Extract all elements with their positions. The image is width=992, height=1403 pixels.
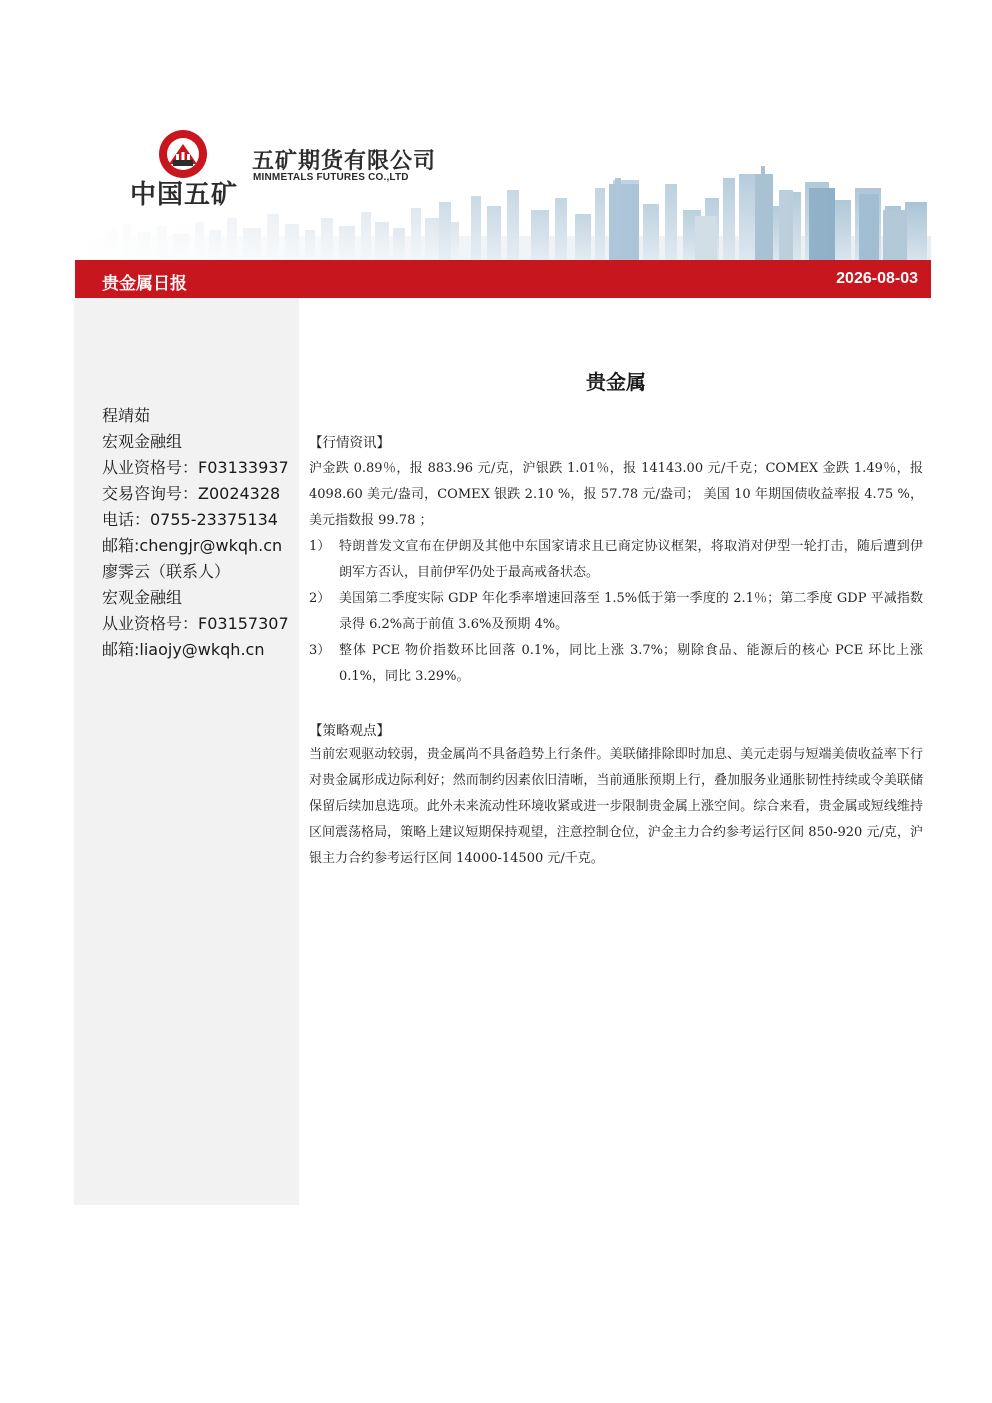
company-name-cn: 五矿期货有限公司 bbox=[252, 149, 437, 174]
document-title: 贵金属 bbox=[586, 370, 646, 394]
news-item-number: 3） bbox=[309, 643, 331, 658]
news-item bbox=[309, 586, 923, 638]
company-name-en: MINMETALS FUTURES CO.,LTD bbox=[253, 172, 409, 183]
report-date: 2026-08-03 bbox=[836, 270, 918, 287]
news-item-number: 1） bbox=[309, 539, 331, 554]
news-item-text: 整体 PCE 物价指数环比回落 0.1%，同比上涨 3.7%；剔除食品、能源后的核心 PCE 环比上涨 0.1%，同比 3.29%。 bbox=[339, 643, 923, 684]
author-group: 宏观金融组 bbox=[102, 432, 183, 451]
author-email: 邮箱:liaojy@wkqh.cn bbox=[102, 640, 265, 659]
report-name: 贵金属日报 bbox=[102, 274, 187, 294]
market-summary: 沪金跌 0.89％，报 883.96 元/克，沪银跌 1.01％，报 14143.00 元/千克；COMEX 金跌 1.49％，报 4098.60 美元/盎司，COMEX 银跌 2.10 %，报 57.78 元/盎司； 美国 10 年期国债收益率报 4.75 %，美元指数报 99.78 ； bbox=[309, 461, 923, 528]
brand-cn: 中国五矿 bbox=[130, 180, 239, 210]
author-email: 邮箱:chengjr@wkqh.cn bbox=[102, 536, 283, 555]
author-consult-number: 交易咨询号：Z0024328 bbox=[102, 484, 281, 503]
author-phone: 电话：0755-23375134 bbox=[102, 510, 278, 529]
strategy-text: 当前宏观驱动较弱，贵金属尚不具备趋势上行条件。美联储排除即时加息、美元走弱与短端美债收益率下行对贵金属形成边际利好；然而制约因素依旧清晰，当前通胀预期上行，叠加服务业通胀韧性持续或令美联储保留后续加息选项。此外未来流动性环境收紧或进一步限制贵金属上涨空间。综合来看，贵金属或短线维持区间震荡格局，策略上建议短期保持观望，注意控制仓位，沪金主力合约参考运行区间 850-920 元/克，沪银主力合约参考运行区间 14000-14500 元/千克。 bbox=[309, 747, 923, 866]
market-section-heading: 【行情资讯】 bbox=[309, 435, 390, 451]
author-name: 程靖茹 bbox=[102, 406, 151, 425]
strategy-section-heading: 【策略观点】 bbox=[309, 723, 390, 739]
news-item-number: 2） bbox=[309, 591, 331, 606]
author-license: 从业资格号：F03157307 bbox=[102, 614, 289, 633]
author-sidebar bbox=[74, 298, 299, 1205]
news-item bbox=[309, 534, 923, 586]
news-item-text: 特朗普发文宣布在伊朗及其他中东国家请求且已商定协议框架，将取消对伊型一轮打击，随后遭到伊朗军方否认，目前伊军仍处于最高戒备状态。 bbox=[339, 539, 923, 580]
report-header bbox=[75, 118, 931, 260]
author-group: 宏观金融组 bbox=[102, 588, 183, 607]
author-name: 廖霁云（联系人） bbox=[102, 562, 231, 581]
author-license: 从业资格号：F03133937 bbox=[102, 458, 289, 477]
news-item bbox=[309, 638, 923, 690]
report-title-bar bbox=[75, 260, 931, 298]
author-list bbox=[102, 403, 289, 663]
news-item-text: 美国第二季度实际 GDP 年化季率增速回落至 1.5%低于第一季度的 2.1％；第二季度 GDP 平减指数录得 6.2%高于前值 3.6%及预期 4%。 bbox=[339, 591, 923, 632]
